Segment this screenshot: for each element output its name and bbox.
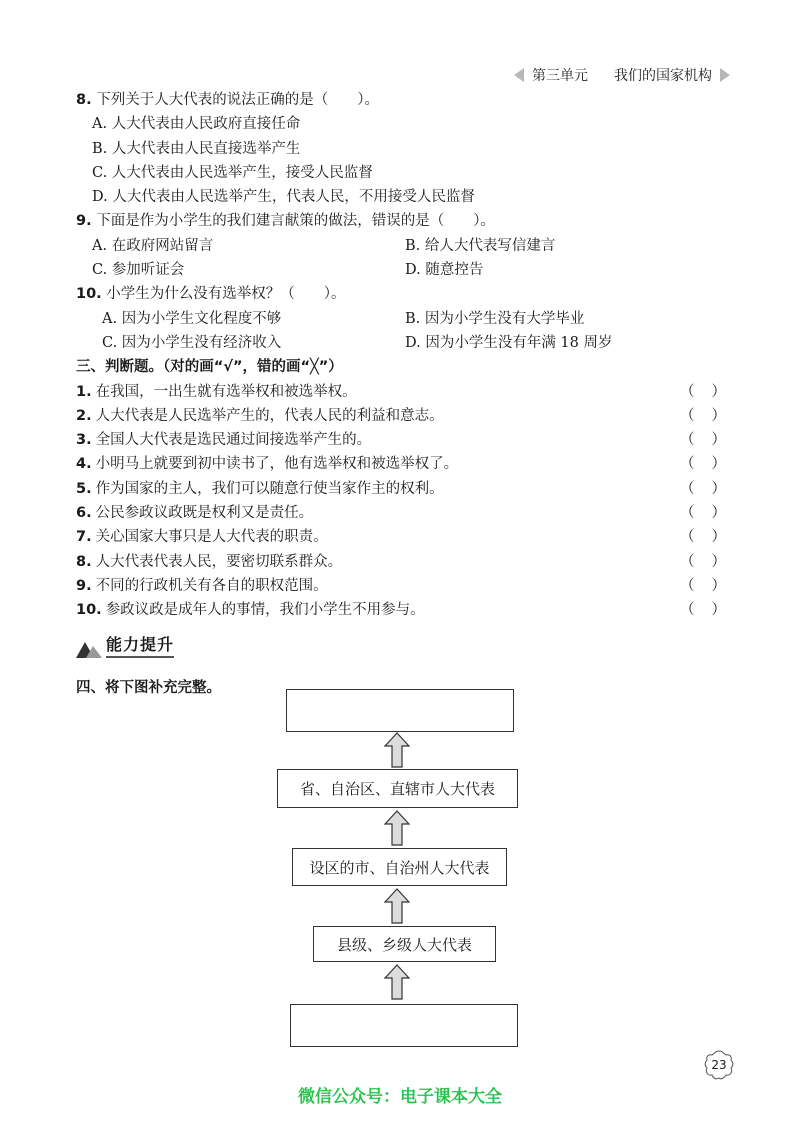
judge-text: 参政议政是成年人的事情，我们小学生不用参与。 [105,602,425,619]
option-10d: D. 因为小学生没有年满 18 周岁 [405,334,613,351]
ability-heading [76,634,174,658]
judge-text: 公民参政议政既是权利又是责任。 [95,505,314,522]
answer-blank[interactable]: （ ） [680,456,726,473]
answer-blank[interactable]: （ ） [680,602,726,619]
answer-blank[interactable]: （ ） [680,383,726,400]
option-9b: B. 给人大代表写信建言 [405,237,556,254]
judge-list [76,380,726,623]
option-10c: C. 因为小学生没有经济收入 [102,334,282,351]
options-row [76,258,726,282]
question-number: 9. [76,213,92,230]
judge-text: 小明马上就要到初中读书了，他有选举权和被选举权了。 [95,456,459,473]
section-4-title: 四、将下图补充完整。 [76,680,221,696]
up-arrow-icon [384,732,410,768]
judge-number: 5. [76,480,92,497]
up-arrow-icon [384,888,410,924]
triangle-right-icon [720,68,730,82]
question-number: 8. [76,92,92,108]
question-9 [76,209,726,233]
judge-number: 9. [76,577,92,594]
judge-number: 10. [76,602,102,619]
question-8 [76,88,726,112]
page-number-badge [702,1048,736,1082]
option-9c: C. 参加听证会 [92,262,185,279]
answer-blank[interactable]: （ ） [680,505,726,522]
judge-text: 全国人大代表是选民通过间接选举产生的。 [95,432,372,449]
judge-item [76,550,726,574]
answer-blank[interactable]: （ ） [680,432,726,449]
watermark-text: 微信公众号：电子课本大全 [298,1087,502,1107]
option-9d: D. 随意控告 [405,262,484,279]
judge-item [76,404,726,428]
judge-item [76,380,726,404]
question-content [76,88,726,623]
judge-item [76,574,726,598]
option-8a: A. 人大代表由人民政府直接任命 [92,116,301,133]
question-stem: 下列关于人大代表的说法正确的是（ ）。 [96,92,379,108]
up-arrow-icon [384,810,410,846]
diagram-box-bottom-blank[interactable] [290,1004,518,1047]
judge-number: 6. [76,505,92,522]
option-9a: A. 在政府网站留言 [92,237,214,254]
answer-blank[interactable]: （ ） [680,553,726,570]
diagram-box-city: 设区的市、自治州人大代表 [292,848,507,886]
options-row [76,307,726,331]
options-row [76,331,726,355]
answer-blank[interactable]: （ ） [680,577,726,594]
diagram-box-provincial: 省、自治区、直辖市人大代表 [277,769,518,808]
unit-label: 第三单元 [532,68,588,84]
judge-number: 4. [76,456,92,473]
judge-number: 1. [76,383,92,400]
judge-text: 关心国家大事只是人大代表的职责。 [95,529,328,546]
up-arrow-icon [384,964,410,1000]
judge-text: 作为国家的主人，我们可以随意行使当家作主的权利。 [95,480,444,497]
section-3-title: 三、判断题。（对的画“√”，错的画“╳”） [76,359,343,376]
judge-text: 不同的行政机关有各自的职权范围。 [95,577,328,594]
options-row [76,234,726,258]
answer-blank[interactable]: （ ） [680,529,726,546]
page-number: 23 [711,1058,727,1072]
judge-number: 2. [76,407,92,424]
diagram-box-top-blank[interactable] [286,689,514,732]
judge-item [76,428,726,452]
option-8c: C. 人大代表由人民选举产生，接受人民监督 [92,164,373,181]
judge-text: 人大代表是人民选举产生的，代表人民的利益和意志。 [95,407,444,424]
option-8d: D. 人大代表由人民选举产生，代表人民，不用接受人民监督 [92,189,475,206]
page-header [514,64,730,86]
unit-title: 我们的国家机构 [614,68,712,84]
judge-item [76,501,726,525]
judge-item [76,452,726,476]
ability-title: 能力提升 [106,632,174,658]
question-stem: 小学生为什么没有选举权？（ ）。 [106,286,346,303]
judge-item [76,525,726,549]
answer-blank[interactable]: （ ） [680,407,726,424]
option-8b: B. 人大代表由人民直接选举产生 [92,140,301,157]
judge-number: 3. [76,432,92,449]
judge-number: 8. [76,553,92,570]
judge-item [76,598,726,622]
question-stem: 下面是作为小学生的我们建言献策的做法，错误的是（ ）。 [96,213,495,230]
option-10a: A. 因为小学生文化程度不够 [102,310,282,327]
question-10 [76,282,726,306]
option-10b: B. 因为小学生没有大学毕业 [405,310,585,327]
judge-text: 在我国，一出生就有选举权和被选举权。 [95,383,357,400]
judge-text: 人大代表代表人民，要密切联系群众。 [95,553,343,570]
triangle-left-icon [514,68,524,82]
judge-item [76,477,726,501]
question-number: 10. [76,286,102,303]
judge-number: 7. [76,529,92,546]
diagram-box-county: 县级、乡级人大代表 [313,926,496,962]
answer-blank[interactable]: （ ） [680,480,726,497]
mountain-icon [76,638,102,658]
